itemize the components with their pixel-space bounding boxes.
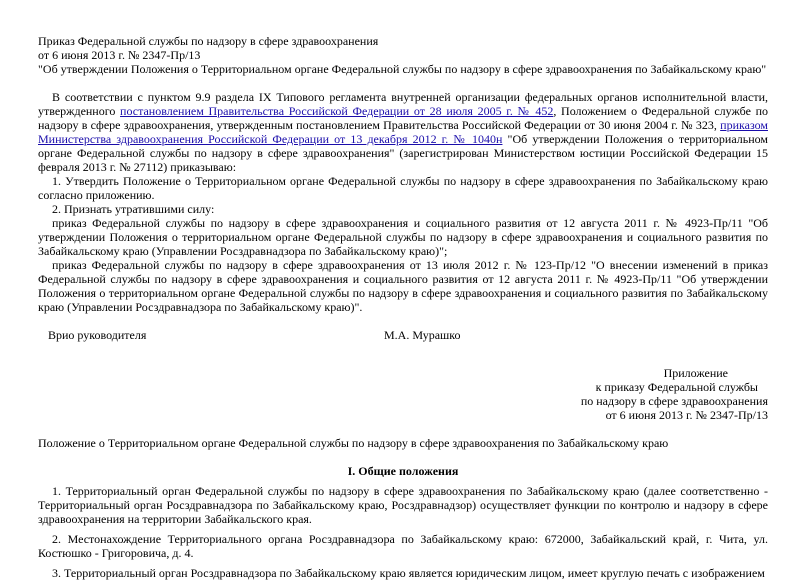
item-2b: приказ Федеральной службы по надзору в сфере здравоохранения от 13 июля 2012 г. № 123-Пр/12 "О внесении изменений в приказ Федеральной службы по надзору в сфере здравоохранения и социального развития от 12 августа 2011 г. № 4923-Пр/11 "Об утверждении Положения о территориальном органе Федеральной службы по надзору в сфере здравоохранения и социального развития по Забайкальскому краю (Управлении Росздравнадзора по Забайкальскому краю)".: [38, 258, 768, 314]
regulation-para-1: 1. Территориальный орган Федеральной службы по надзору в сфере здравоохранения по Забайкальскому краю (далее соответственно - Территориальный орган Росздравнадзора по Забайкальскому краю, Росздравнадзор) осуществляет функции по контролю и надзору в сфере здравоохранения на территории Забайкальского края.: [38, 484, 768, 526]
link-government-decree[interactable]: постановлением Правительства Российской Федерации от 28 июля 2005 г. № 452: [120, 104, 554, 118]
intro-text-3: "Об утверждении Положения о территориальном органе Федеральной службы по надзору в сфере здравоохранения" (зарегистрирован Министерством юстиции Российской Федерации 15 февраля 2013 г. № 27112) приказываю:: [38, 132, 769, 174]
appendix-ref-3: от 6 июня 2013 г. № 2347-Пр/13: [605, 408, 768, 422]
order-date-number: от 6 июня 2013 г. № 2347-Пр/13: [38, 48, 201, 62]
appendix-label: Приложение: [663, 366, 728, 380]
order-header: [38, 34, 768, 76]
item-1: 1. Утвердить Положение о Территориальном органе Федеральной службы по надзору в сфере здравоохранения по Забайкальскому краю согласно приложению.: [38, 174, 768, 202]
link-ministry-order[interactable]: приказом Министерства здравоохранения Российской Федерации от 13 декабря 2012 г. № 1040н: [38, 118, 768, 146]
section-heading: I. Общие положения: [347, 464, 459, 478]
appendix-block: [38, 366, 768, 422]
regulation-title: Положение о Территориальном органе Федеральной службы по надзору в сфере здравоохранения по Забайкальскому краю: [38, 436, 669, 450]
regulation-para-2: 2. Местонахождение Территориального органа Росздравнадзора по Забайкальскому краю: 672000, Забайкальский край, г. Чита, ул. Костюшко - Григоровича, д. 4.: [38, 532, 768, 560]
appendix-ref-2: по надзору в сфере здравоохранения: [580, 394, 768, 408]
document-page: [38, 34, 768, 580]
intro-paragraph: [38, 90, 768, 174]
order-title: "Об утверждении Положения о Территориальном органе Федеральной службы по надзору в сфере здравоохранения по Забайкальскому краю": [38, 62, 767, 76]
signatory-position: Врио руководителя: [48, 328, 147, 342]
regulation-para-3: 3. Территориальный орган Росздравнадзора по Забайкальскому краю является юридическим лицом, имеет круглую печать с изображением: [52, 566, 765, 580]
signatory-name: М.А. Мурашко: [384, 328, 461, 342]
appendix-ref-1: к приказу Федеральной службы: [595, 380, 758, 394]
signature-row: [38, 328, 768, 344]
item-2a: приказ Федеральной службы по надзору в сфере здравоохранения и социального развития от 12 августа 2011 г. № 4923-Пр/11 "Об утверждении Положения о территориальном органе Федеральной службы по надзору в сфере здравоохранения и социального развития по Забайкальскому краю (Управлении Росздравнадзора по Забайкальскому краю)";: [38, 216, 768, 258]
intro-text-2: , Положением о Федеральной службе по надзору в сфере здравоохранения, утвержденным постановлением Правительства Российской Федерации от 30 июня 2004 г. № 323,: [38, 104, 768, 132]
item-2: 2. Признать утратившими силу:: [52, 202, 215, 216]
order-issuer: Приказ Федеральной службы по надзору в сфере здравоохранения: [38, 34, 379, 48]
intro-text-1: В соответствии с пунктом 9.9 раздела IX Типового регламента внутренней организации федеральных органов исполнительной власти, утвержденного: [38, 90, 768, 118]
